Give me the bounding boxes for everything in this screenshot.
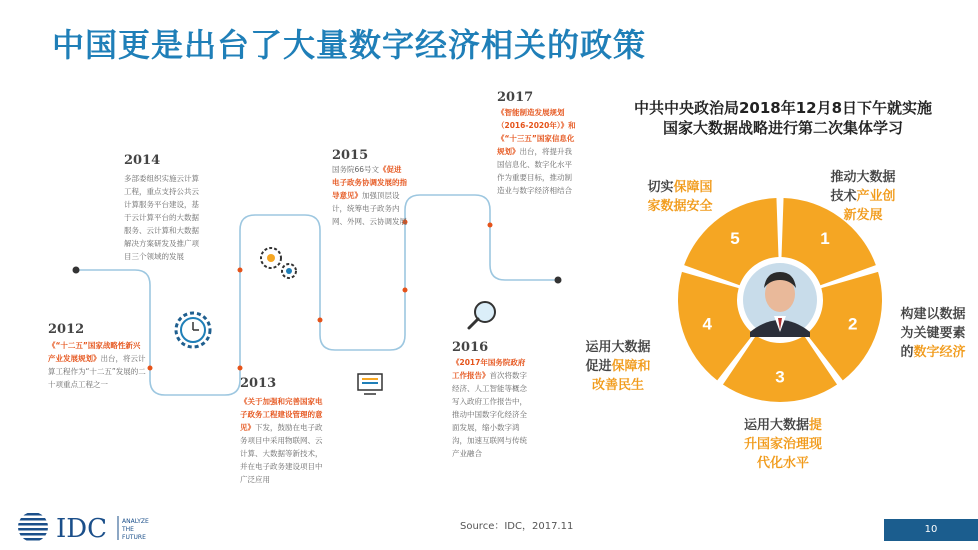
- wheel-label-2-d: 数字经济: [913, 345, 966, 360]
- policy-2012-title: 《“十二五”国家战略性新兴产业发展规划》: [48, 341, 141, 363]
- wheel-number-4: 4: [702, 314, 712, 334]
- wheel-label-3-b: 提: [809, 418, 823, 433]
- clock-gear-icon: [176, 313, 210, 347]
- timeline-end-dot: [555, 277, 562, 284]
- wheel-title-line2: 国家大数据战略进行第二次集体学习: [662, 119, 903, 137]
- wheel-label-2-a: 构建以数据: [900, 307, 966, 322]
- wheel-label-2-b: 为关键要素: [900, 326, 966, 341]
- wheel-label-5: [640, 178, 720, 216]
- timeline-start-dot: [73, 267, 80, 274]
- idc-globe-icon: [16, 510, 166, 544]
- wheel-label-4-d: 改善民生: [591, 378, 644, 393]
- idc-logo: [16, 510, 166, 548]
- policy-2016: [452, 356, 532, 460]
- timeline-node: [488, 223, 493, 228]
- magnifier-icon: [469, 302, 495, 328]
- policy-2015-text: 加强顶层设计，统筹电子政务内网、外网、云协调发展: [332, 191, 407, 226]
- wheel-number-5: 5: [730, 229, 740, 249]
- policy-2015-title: 《促进电子政务协调发展的指导意见》: [332, 165, 407, 200]
- year-2013: 2013: [240, 376, 277, 391]
- policy-2017: [497, 106, 577, 197]
- policy-2014-text: 多部委组织实施云计算工程，重点支持公共云计算服务平台建设，基于云计算平台的大数据服务、云计算和大数据解决方案研发及推广项目三个领域的发展: [124, 174, 199, 261]
- wheel-label-3: [730, 416, 836, 473]
- wheel-label-4-a: 运用大数据: [585, 340, 651, 355]
- source-note: Source：IDC，2017.11: [460, 521, 574, 532]
- policy-2012: [48, 339, 146, 391]
- wheel-number-2: 2: [848, 314, 858, 334]
- policy-2013-title: 《关于加强和完善国家电子政务工程建设管理的意见》: [240, 397, 323, 432]
- wheel-label-1-a: 推动大数据: [830, 170, 896, 185]
- wheel-label-2-c: 的: [900, 345, 914, 360]
- policy-2016-title: 《2017年国务院政府工作报告》: [452, 358, 526, 380]
- policy-2015: [332, 163, 408, 228]
- timeline-node: [238, 366, 243, 371]
- wheel-label-1: [818, 168, 908, 225]
- timeline-node: [238, 268, 243, 273]
- policy-2017-text: 出台，将提升我国信息化、数字化水平作为重要目标，推动制造业与数字经济相结合: [497, 147, 572, 195]
- wheel-label-5-a: 切实: [647, 180, 674, 195]
- wheel-label-3-c: 升国家治理现: [743, 437, 822, 452]
- gears-icon: [261, 248, 296, 278]
- page-number: 10: [884, 519, 978, 541]
- year-2012: 2012: [48, 322, 85, 337]
- year-2016: 2016: [452, 340, 489, 355]
- policy-2012-text: 出台，将云计算工程作为“十二五”发展的二十项重点工程之一: [48, 354, 146, 389]
- wheel-label-1-c: 产业创: [856, 189, 896, 204]
- policy-2017-title: 《智能制造发展规划（2016-2020年）》和《“十三五”国家信息化规划》: [497, 108, 576, 156]
- idc-tag-3: FUTURE: [122, 534, 146, 541]
- policy-2015-pre: 国务院66号文: [332, 165, 380, 174]
- wheel-number-1: 1: [820, 229, 830, 249]
- wheel-label-2: [893, 305, 973, 362]
- idc-tag-1: ANALYZE: [122, 518, 149, 525]
- year-2014: 2014: [124, 153, 161, 168]
- wheel-label-3-a: 运用大数据: [743, 418, 809, 433]
- wheel-label-5-b: 保障国: [673, 180, 713, 195]
- timeline-node: [148, 366, 153, 371]
- wheel-label-5-c: 家数据安全: [647, 199, 713, 214]
- wheel-number-3: 3: [775, 367, 785, 387]
- leader-portrait: [743, 263, 817, 337]
- policy-2016-text: 首次将数字经济、人工智能等概念写入政府工作报告中，推动中国数字化经济全面发展，缩小数字鸿沟，加速互联网与传统产业融合: [452, 371, 527, 458]
- timeline-node: [318, 318, 323, 323]
- wheel-label-4: [578, 338, 658, 395]
- year-2017: 2017: [497, 90, 534, 105]
- wheel-title-line1: 中共中央政治局2018年12月8日下午就实施: [633, 99, 933, 117]
- wheel-label-4-c: 保障和: [611, 359, 651, 374]
- year-2015: 2015: [332, 148, 369, 163]
- timeline-node: [403, 288, 408, 293]
- wheel-label-4-b: 促进: [585, 359, 612, 374]
- policy-2014: [124, 172, 206, 263]
- page-title: 中国更是出台了大量数字经济相关的政策: [52, 26, 647, 64]
- idc-tag-2: THE: [122, 526, 134, 533]
- wheel-label-1-d: 新发展: [843, 208, 883, 223]
- wheel-label-1-b: 技术: [830, 189, 857, 204]
- policy-2013: [240, 395, 328, 486]
- monitor-icon: [358, 374, 382, 394]
- wheel-title: [598, 98, 968, 138]
- idc-brand: IDC: [56, 514, 108, 544]
- wheel-label-3-d: 代化水平: [756, 456, 809, 471]
- policy-2013-text: 下发，鼓励在电子政务项目中采用物联网、云计算、大数据等新技术，并在电子政务建设项目中广泛应用: [240, 423, 323, 484]
